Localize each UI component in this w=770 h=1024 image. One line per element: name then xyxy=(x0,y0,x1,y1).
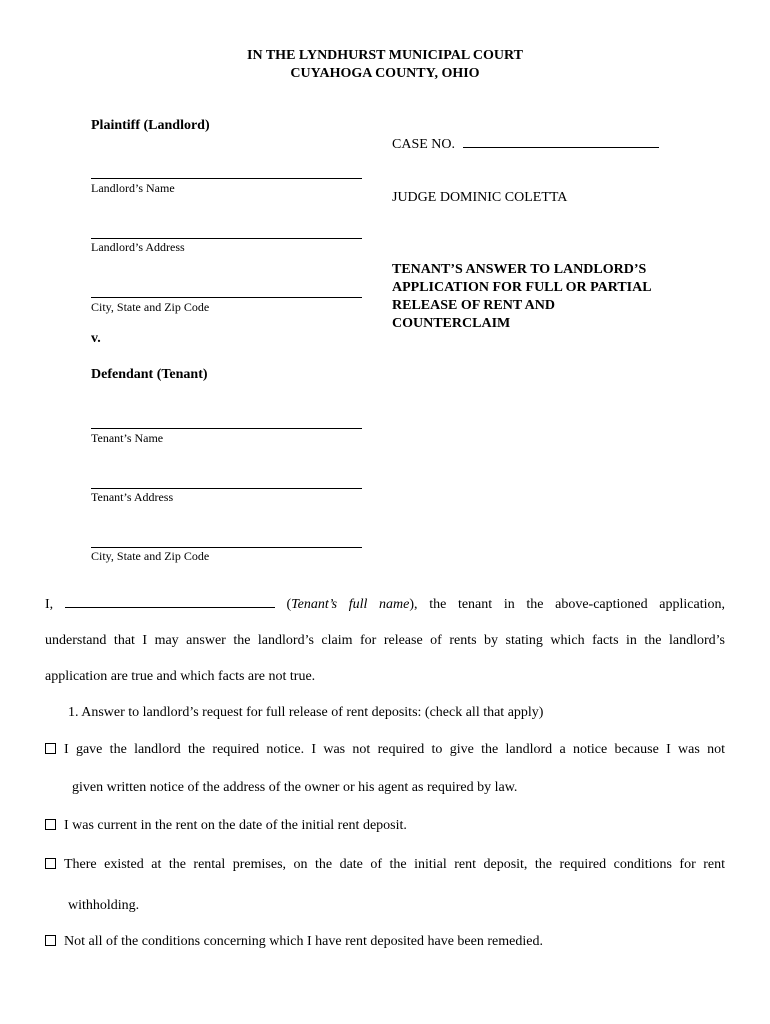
versus-label: v. xyxy=(91,331,101,346)
case-number-label: CASE NO. xyxy=(392,137,456,152)
landlord-city-line[interactable] xyxy=(91,297,362,298)
document-title-line: TENANT’S ANSWER TO LANDLORD’S xyxy=(392,262,647,277)
defendant-heading: Defendant (Tenant) xyxy=(91,367,208,382)
intro-line-3: application are true and which facts are not true. xyxy=(45,669,316,684)
intro-line-2: understand that I may answer the landlord’s claim for release of rents by stating which facts in the landlord’s xyxy=(45,633,725,648)
item-1-heading: 1. Answer to landlord’s request for full release of rent deposits: (check all that apply) xyxy=(68,705,544,720)
document-title xyxy=(392,261,652,333)
tenant-city-label: City, State and Zip Code xyxy=(91,549,210,563)
checkbox[interactable] xyxy=(45,935,56,946)
checkbox[interactable] xyxy=(45,819,56,830)
tenant-name-line[interactable] xyxy=(91,428,362,429)
plaintiff-heading: Plaintiff (Landlord) xyxy=(91,118,210,133)
intro-open-paren: ( xyxy=(286,597,292,612)
case-number-field[interactable] xyxy=(463,147,659,148)
landlord-address-label: Landlord’s Address xyxy=(91,240,185,254)
checkbox[interactable] xyxy=(45,743,56,754)
landlord-name-line[interactable] xyxy=(91,178,362,179)
court-name: IN THE LYNDHURST MUNICIPAL COURT xyxy=(247,48,523,63)
tenant-address-label: Tenant’s Address xyxy=(91,490,174,504)
landlord-city-label: City, State and Zip Code xyxy=(91,300,210,314)
check-option-text: I gave the landlord the required notice. I was not required to give the landlord a notice because I was not xyxy=(64,742,725,757)
county-name: CUYAHOGA COUNTY, OHIO xyxy=(290,66,480,81)
checkbox[interactable] xyxy=(45,858,56,869)
check-option-2 xyxy=(45,817,407,835)
document-title-line: APPLICATION FOR FULL OR PARTIAL xyxy=(392,280,652,295)
intro-prefix: I, xyxy=(45,597,54,612)
check-option-3 xyxy=(45,856,725,874)
landlord-name-label: Landlord’s Name xyxy=(91,181,175,195)
check-option-text: I was current in the rent on the date of the initial rent deposit. xyxy=(64,818,407,833)
tenant-full-name-hint: Tenant’s full name xyxy=(291,597,410,612)
case-number xyxy=(392,137,659,153)
landlord-address-line[interactable] xyxy=(91,238,362,239)
check-option-1 xyxy=(45,741,725,759)
tenant-address-line[interactable] xyxy=(91,488,362,489)
check-option-text: There existed at the rental premises, on the date of the initial rent deposit, the required conditions for rent xyxy=(64,857,725,872)
check-option-1-cont: given written notice of the address of the owner or his agent as required by law. xyxy=(72,780,518,795)
tenant-full-name-field[interactable] xyxy=(65,607,275,608)
check-option-4 xyxy=(45,933,543,951)
check-option-text: Not all of the conditions concerning which I have rent deposited have been remedied. xyxy=(64,934,543,949)
tenant-name-label: Tenant’s Name xyxy=(91,431,164,445)
intro-suffix: ), the tenant in the above-captioned application, xyxy=(409,597,725,612)
tenant-city-line[interactable] xyxy=(91,547,362,548)
document-title-line: COUNTERCLAIM xyxy=(392,316,511,331)
check-option-3-cont: withholding. xyxy=(68,898,140,913)
tenant-statement-line xyxy=(45,596,725,614)
judge-name: JUDGE DOMINIC COLETTA xyxy=(392,190,568,205)
document-title-line: RELEASE OF RENT AND xyxy=(392,298,555,313)
